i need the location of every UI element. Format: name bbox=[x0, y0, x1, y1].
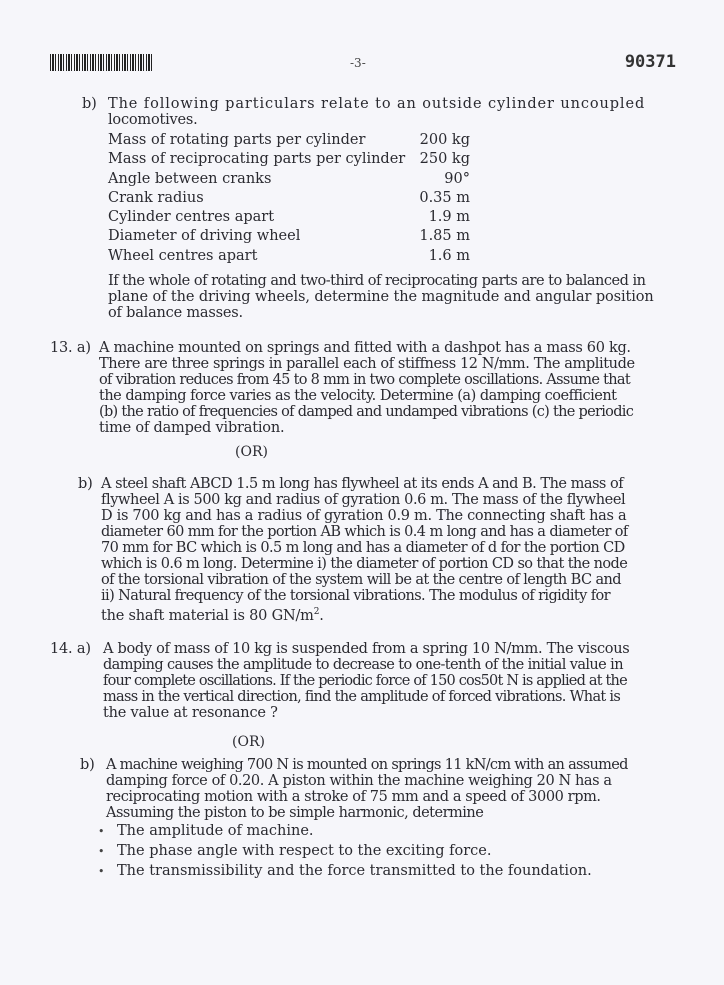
or-separator: (OR) bbox=[235, 444, 268, 460]
text-line: (b) the ratio of frequencies of damped and undamped vibrations (c) the periodic bbox=[99, 404, 634, 420]
param-value: 0.35 m bbox=[419, 189, 470, 206]
parameter-table bbox=[108, 131, 470, 266]
question-label: b) bbox=[82, 96, 97, 112]
text-line: flywheel A is 500 kg and radius of gyration 0.6 m. The mass of the flywheel bbox=[101, 492, 626, 508]
param-row bbox=[108, 247, 470, 266]
barcode-icon bbox=[50, 54, 152, 71]
text-line: of the torsional vibration of the system will be at the centre of length BC and bbox=[101, 572, 621, 588]
param-value: 1.85 m bbox=[419, 228, 470, 245]
text-line: A body of mass of 10 kg is suspended from a spring 10 N/mm. The viscous bbox=[103, 641, 630, 657]
paper-code: 90371 bbox=[624, 52, 676, 72]
superscript: 2 bbox=[313, 607, 320, 617]
param-label: Mass of reciprocating parts per cylinder bbox=[108, 151, 406, 168]
text-line: Assuming the piston to be simple harmonic, determine bbox=[106, 805, 484, 821]
param-label: Cylinder centres apart bbox=[108, 209, 275, 226]
intro-line: locomotives. bbox=[108, 112, 198, 128]
text-line: the damping force varies as the velocity. Determine (a) damping coefficient bbox=[99, 388, 617, 404]
param-row bbox=[108, 170, 470, 189]
text-line: If the whole of rotating and two-third of reciprocating parts are to balanced in bbox=[108, 273, 646, 289]
param-label: Wheel centres apart bbox=[108, 247, 258, 264]
text-line: of vibration reduces from 45 to 8 mm in two complete oscillations. Assume that bbox=[99, 372, 630, 388]
question-12b-task bbox=[108, 273, 653, 321]
text-line: four complete oscillations. If the periodic force of 150 cos50t N is applied at the bbox=[103, 673, 627, 689]
text-line bbox=[101, 604, 661, 624]
intro-line: The following particulars relate to an outside cylinder uncoupled bbox=[108, 96, 646, 112]
page-header bbox=[0, 50, 724, 80]
text-line: reciprocating motion with a stroke of 75 mm and a speed of 3000 rpm. bbox=[106, 789, 601, 805]
text-line: mass in the vertical direction, find the amplitude of forced vibrations. What is bbox=[103, 689, 621, 705]
param-label: Angle between cranks bbox=[108, 170, 272, 187]
param-row bbox=[108, 208, 470, 227]
text-fragment: the shaft material is 80 GN/m bbox=[101, 607, 314, 624]
text-line: which is 0.6 m long. Determine i) the diameter of portion CD so that the node bbox=[101, 556, 628, 572]
text-line: damping force of 0.20. A piston within the machine weighing 20 N has a bbox=[106, 773, 612, 789]
bullet-item: • The transmissibility and the force transmitted to the foundation. bbox=[98, 862, 592, 881]
param-value: 200 kg bbox=[419, 132, 470, 148]
param-value: 1.9 m bbox=[428, 209, 470, 226]
or-separator: (OR) bbox=[232, 734, 265, 750]
text-line: damping causes the amplitude to decrease to one-tenth of the initial value in bbox=[103, 657, 623, 673]
text-line: A machine mounted on springs and fitted with a dashpot has a mass 60 kg. bbox=[99, 340, 631, 356]
text-line: ii) Natural frequency of the torsional vibrations. The modulus of rigidity for bbox=[101, 588, 610, 604]
param-row bbox=[108, 227, 470, 246]
question-number: 13. a) bbox=[50, 340, 91, 356]
text-line: the value at resonance ? bbox=[103, 705, 278, 721]
param-value: 90° bbox=[444, 170, 470, 187]
text-line: A machine weighing 700 N is mounted on springs 11 kN/cm with an assumed bbox=[106, 757, 628, 773]
param-label: Crank radius bbox=[108, 189, 204, 206]
param-row bbox=[108, 150, 470, 169]
text-line: D is 700 kg and has a radius of gyration 0.9 m. The connecting shaft has a bbox=[101, 508, 627, 524]
param-value: 250 kg bbox=[419, 151, 470, 168]
param-row bbox=[108, 131, 470, 150]
text-line: plane of the driving wheels, determine the magnitude and angular position bbox=[108, 289, 654, 305]
page-number: -3- bbox=[350, 56, 366, 70]
bullet-item: • The phase angle with respect to the exciting force. bbox=[98, 842, 592, 861]
text-line: diameter 60 mm for the portion AB which is 0.4 m long and has a diameter of bbox=[101, 524, 628, 540]
question-label: b) bbox=[78, 476, 93, 492]
text-line: There are three springs in parallel each of stiffness 12 N/mm. The amplitude bbox=[99, 356, 635, 372]
text-line: A steel shaft ABCD 1.5 m long has flywheel at its ends A and B. The mass of bbox=[101, 476, 624, 492]
param-label: Mass of rotating parts per cylinder bbox=[108, 132, 366, 148]
text-line: 70 mm for BC which is 0.5 m long and has a diameter of d for the portion CD bbox=[101, 540, 625, 556]
text-line: of balance masses. bbox=[108, 305, 243, 321]
text-line: time of damped vibration. bbox=[99, 420, 285, 436]
text-fragment: . bbox=[319, 607, 324, 624]
param-label: Diameter of driving wheel bbox=[108, 228, 301, 245]
param-value: 1.6 m bbox=[428, 247, 470, 264]
answer-bullet-list bbox=[98, 822, 592, 881]
bullet-item: • The amplitude of machine. bbox=[98, 822, 592, 841]
param-row bbox=[108, 189, 470, 208]
question-label: b) bbox=[80, 757, 95, 773]
question-number: 14. a) bbox=[50, 641, 91, 657]
